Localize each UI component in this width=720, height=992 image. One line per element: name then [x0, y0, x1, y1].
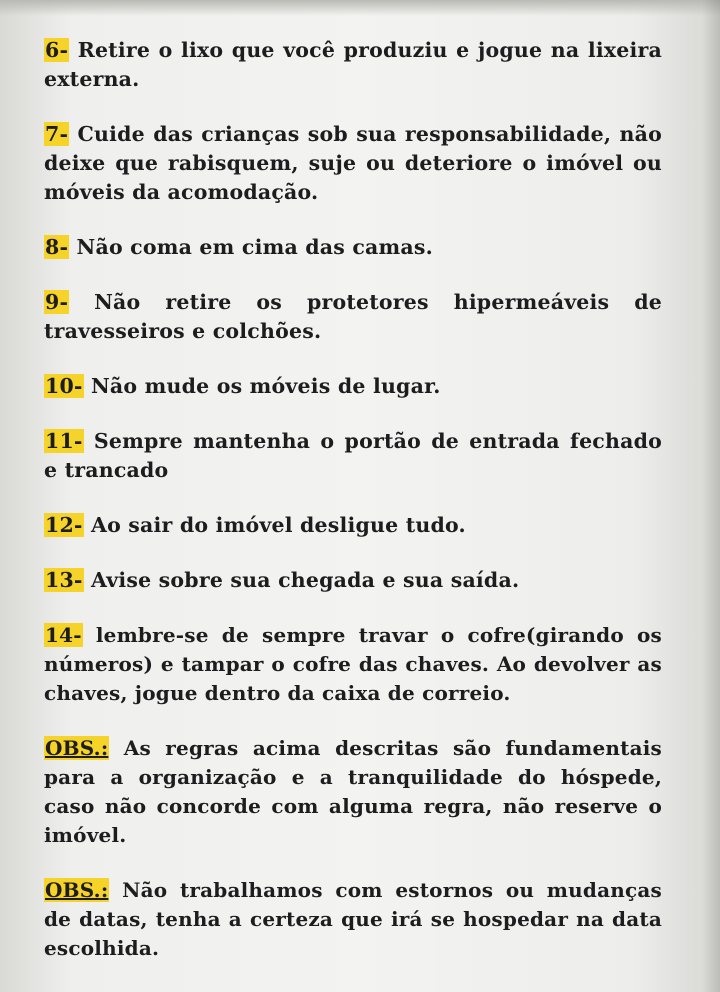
rule-number: 6- — [45, 38, 69, 62]
rule-number: 11- — [45, 429, 83, 453]
rule-number: 13- — [45, 568, 83, 592]
rule-text: Ao sair do imóvel desligue tudo. — [83, 513, 466, 537]
page-side-shadow — [702, 0, 720, 992]
obs-note-1 — [44, 734, 662, 850]
page-edge-shadow — [0, 0, 720, 16]
rule-text: Não coma em cima das camas. — [69, 235, 433, 259]
obs-label: OBS.: — [45, 878, 109, 902]
rule-9 — [44, 288, 662, 346]
rule-number: 10- — [45, 374, 83, 398]
rule-7 — [44, 120, 662, 207]
rule-10 — [44, 372, 662, 401]
obs-note-2 — [44, 876, 662, 963]
rule-11 — [44, 427, 662, 485]
obs-label: OBS.: — [45, 736, 109, 760]
rule-text: lembre-se de sempre travar o cofre(girando os números) e tampar o cofre das chaves. Ao devolver as chaves, jogue dentro da caixa de correio. — [44, 623, 662, 705]
rules-list — [44, 36, 662, 989]
rule-12 — [44, 511, 662, 540]
rule-13 — [44, 566, 662, 595]
rule-number: 8- — [45, 235, 69, 259]
rule-number: 7- — [45, 122, 69, 146]
obs-text: As regras acima descritas são fundamentais para a organização e a tranquilidade do hóspede, caso não concorde com alguma regra, não reserve o imóvel. — [44, 736, 662, 847]
rule-text: Retire o lixo que você produziu e jogue na lixeira externa. — [44, 38, 662, 91]
rule-text: Cuide das crianças sob sua responsabilidade, não deixe que rabisquem, suje ou deteriore o imóvel ou móveis da acomodação. — [44, 122, 662, 204]
rule-text: Avise sobre sua chegada e sua saída. — [83, 568, 520, 592]
rule-text: Não mude os móveis de lugar. — [83, 374, 441, 398]
rule-text: Sempre mantenha o portão de entrada fechado e trancado — [44, 429, 662, 482]
rule-14 — [44, 621, 662, 708]
rule-number: 14- — [45, 623, 82, 647]
rule-8 — [44, 233, 662, 262]
rule-text: Não retire os protetores hipermeáveis de travesseiros e colchões. — [44, 290, 662, 343]
rule-6 — [44, 36, 662, 94]
rule-number: 12- — [45, 513, 83, 537]
rule-number: 9- — [45, 290, 69, 314]
obs-text: Não trabalhamos com estornos ou mudanças de datas, tenha a certeza que irá se hospedar na data escolhida. — [44, 878, 662, 960]
